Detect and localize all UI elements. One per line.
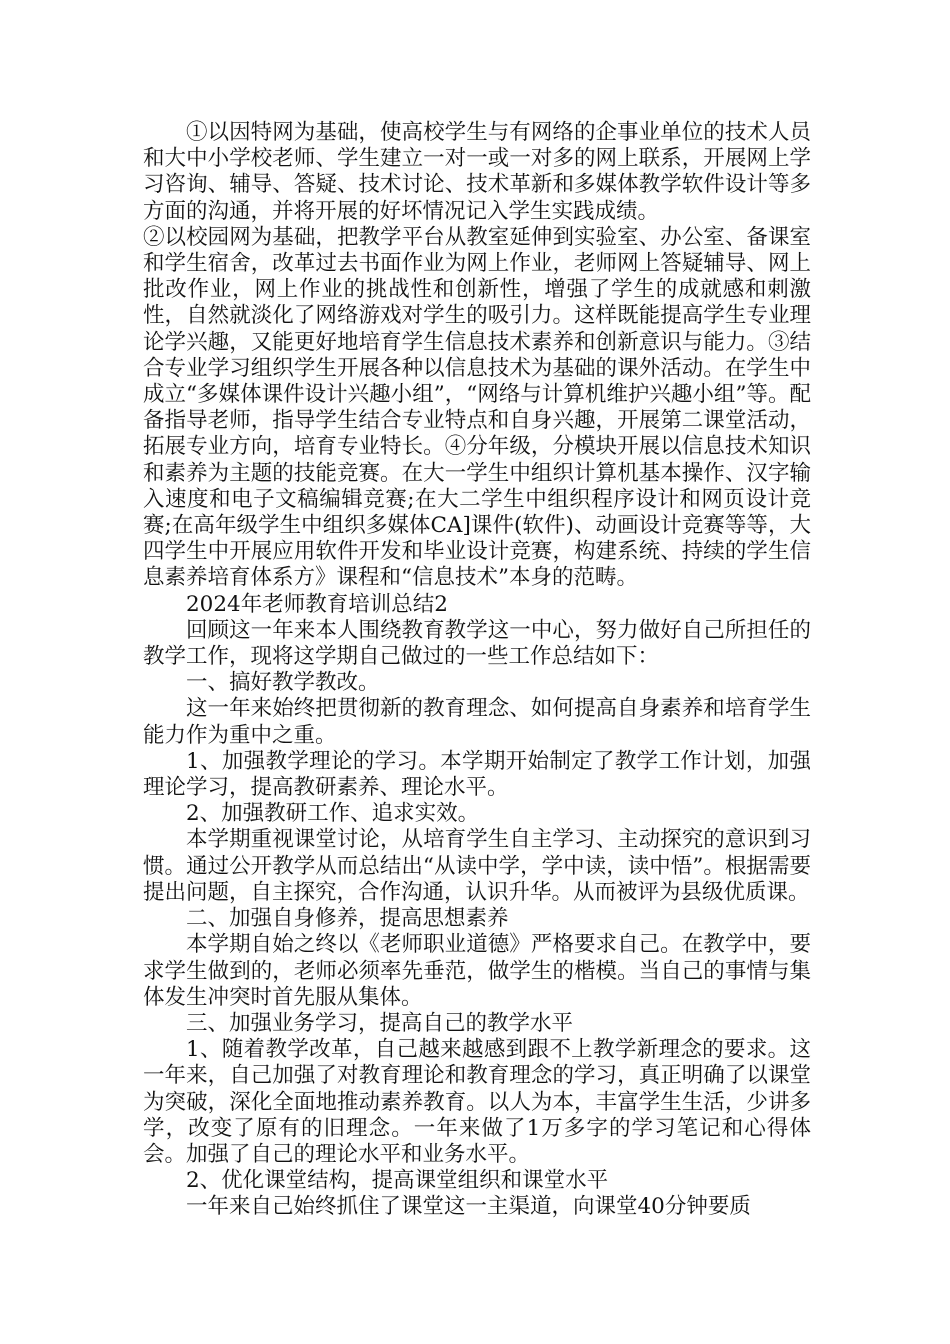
heading-self-cultivation: 二、加强自身修养，提高思想素养 [186, 906, 509, 932]
section-heading-summary-2: 2024年老师教育培训总结2 [186, 591, 448, 617]
paragraph-education-concept: 这一年来始终把贯彻新的教育理念、如何提高自身素养和培育学生能力作为重中之重。 [143, 696, 811, 748]
paragraph-teaching-reform-learning: 1、随着教学改革，自己越来越感到跟不上教学新理念的要求。这一年来，自己加强了对教育理论和教育理念的学习，真正明确了以课堂为突破，深化全面地推动素养教育。以人为本，丰富学生生活，少讲多学，改变了原有的旧理念。一年来做了1万多字的学习笔记和心得体会。加强了自己的理论水平和业务水平。 [143, 1037, 811, 1167]
heading-teaching-reform: 一、搞好教学教改。 [186, 670, 380, 696]
document-body [143, 120, 811, 1221]
heading-business-study: 三、加强业务学习，提高自己的教学水平 [186, 1010, 574, 1036]
paragraph-campus-network: ②以校园网为基础，把教学平台从教室延伸到实验室、办公室、备课室和学生宿舍，改革过去书面作业为网上作业，老师网上答疑辅导、网上批改作业，网上作业的挑战性和创新性，增强了学生的成就感和刺激性，自然就淡化了网络游戏对学生的吸引力。这样既能提高学生专业理论学兴趣，又能更好地培育学生信息技术素养和创新意识与能力。③结合专业学习组织学生开展各种以信息技术为基础的课外活动。在学生中成立“多媒体课件设计兴趣小组”，“网络与计算机维护兴趣小组”等。配备指导老师，指导学生结合专业特点和自身兴趣，开展第二课堂活动，拓展专业方向，培育专业特长。④分年级，分模块开展以信息技术知识和素养为主题的技能竞赛。在大一学生中组织计算机基本操作、汉字输入速度和电子文稿编辑竞赛;在大二学生中组织程序设计和网页设计竞赛;在高年级学生中组织多媒体CA]课件(软件)、动画设计竞赛等等，大四学生中开展应用软件开发和毕业设计竞赛，构建系统、持续的学生信息素养培育体系方》课程和“信息技术”本身的范畴。 [143, 224, 811, 591]
paragraph-professional-ethics: 本学期自始之终以《老师职业道德》严格要求自己。在教学中，要求学生做到的，老师必须率先垂范，做学生的楷模。当自己的事情与集体发生冲突时首先服从集体。 [143, 932, 811, 1010]
paragraph-theory-study: 1、加强教学理论的学习。本学期开始制定了教学工作计划，加强理论学习，提高教研素养、理论水平。 [143, 748, 811, 801]
paragraph-classroom-discussion: 本学期重视课堂讨论，从培育学生自主学习、主动探究的意识到习惯。通过公开教学从而总结出“从读中学，学中读，读中悟”。根据需要提出问题，自主探究，合作沟通，认识升华。从而被评为县级优质课。 [143, 827, 811, 905]
paragraph-optimize-classroom: 2、优化课堂结构，提高课堂组织和课堂水平 [186, 1168, 609, 1194]
paragraph-research-work: 2、加强教研工作、追求实效。 [186, 801, 480, 827]
paragraph-classroom-quality: 一年来自己始终抓住了课堂这一主渠道，向课堂40分钟要质 [186, 1194, 751, 1220]
paragraph-internet-practice: ①以因特网为基础，使高校学生与有网络的企事业单位的技术人员和大中小学校老师、学生建立一对一或一对多的网上联系，开展网上学习咨询、辅导、答疑、技术讨论、技术革新和多媒体教学软件设计等多方面的沟通，并将开展的好坏情况记入学生实践成绩。 [143, 120, 811, 224]
paragraph-review-intro: 回顾这一年来本人围绕教育教学这一中心，努力做好自己所担任的教学工作，现将这学期自己做过的一些工作总结如下： [143, 617, 811, 670]
